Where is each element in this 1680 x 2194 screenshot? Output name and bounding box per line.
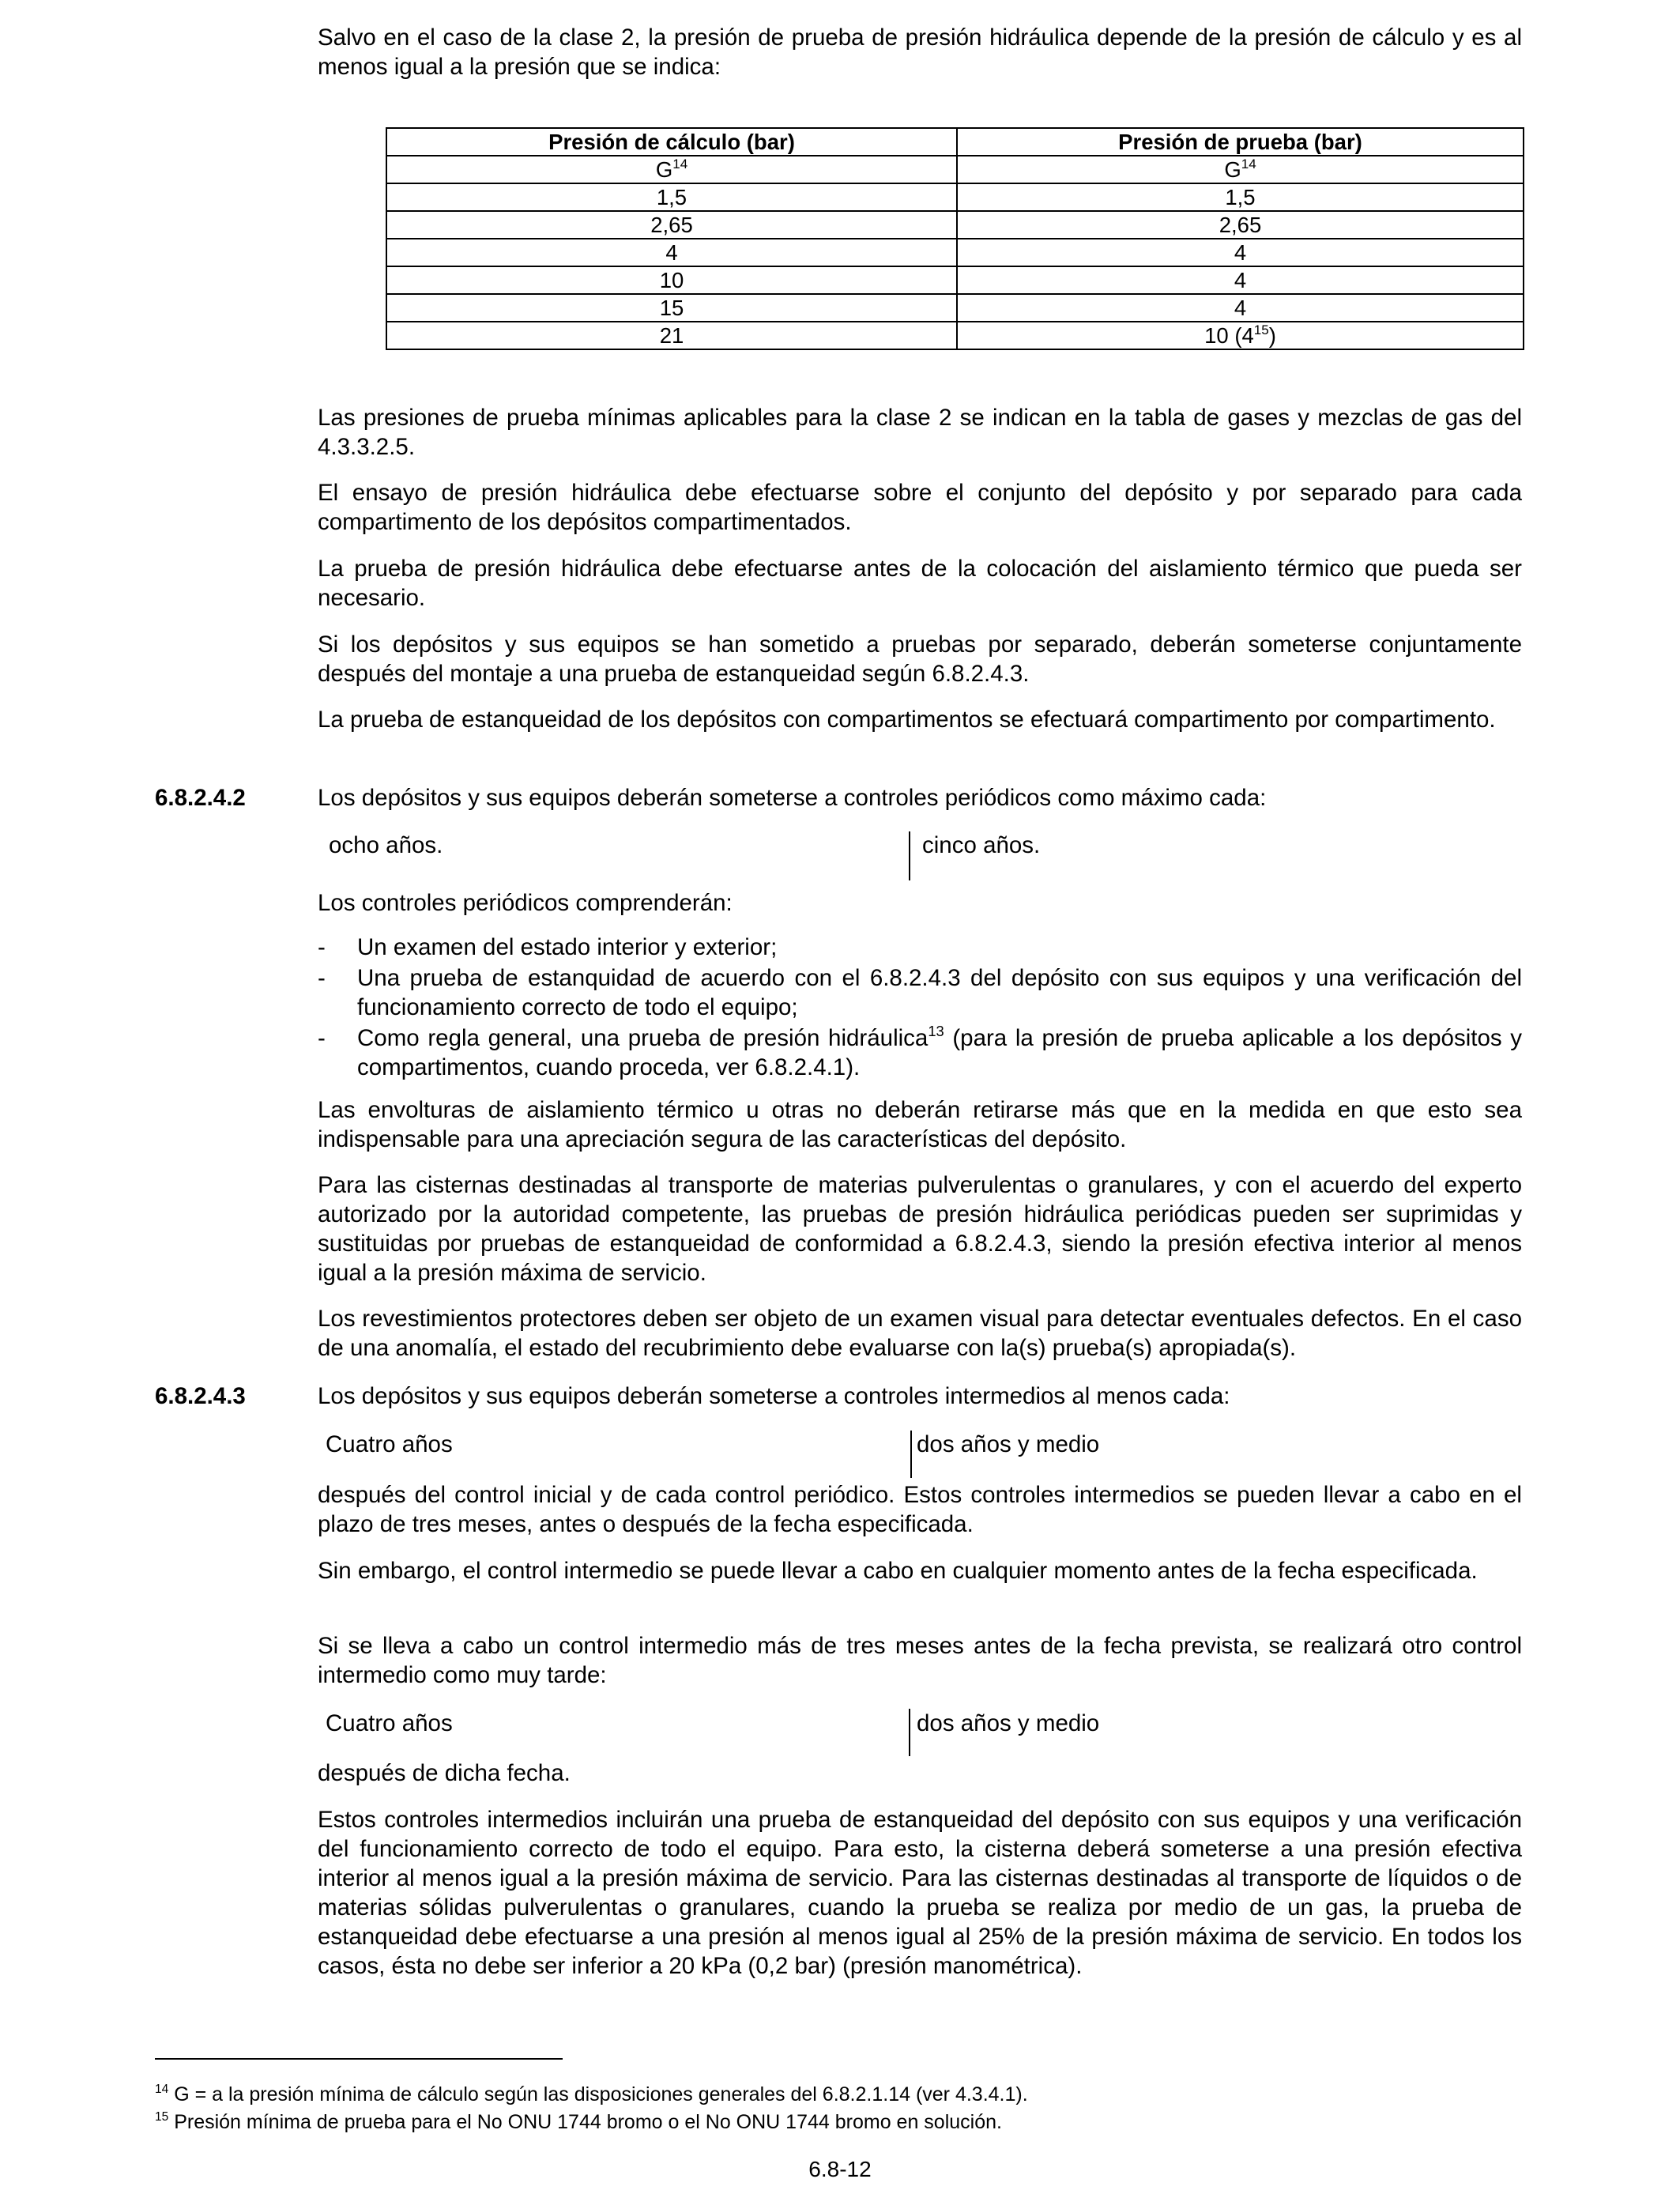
cell-calc-pressure: $G^{14}$: [386, 156, 957, 183]
cell-test-pressure: 4: [957, 266, 1524, 294]
option-left: ocho años.: [329, 832, 443, 858]
table-row: [386, 156, 1524, 183]
cell-calc-pressure: 4: [386, 239, 957, 266]
paragraph: Estos controles intermedios incluirán una prueba de estanqueidad del depósito con sus equipos y una verificación del funcionamiento correcto de todo el equipo. Para esto, la cisterna deberá someterse a una presión efectiva interior al menos igual a la presión máxima de servicio. Para las cisternas destinadas al transporte de líquidos o de materias sólidas pulverulentas o granulares, cuando la prueba se realiza por medio de un gas, la prueba de estanqueidad debe efectuarse a una presión al menos igual al 25% de la presión máxima de servicio. En todos los casos, ésta no debe ser inferior a 20 kPa (0,2 bar) (presión manométrica).: [318, 1807, 1522, 1979]
paragraph: El ensayo de presión hidráulica debe efectuarse sobre el conjunto del depósito y por separado para cada compartimento de los depósitos compartimentados.: [318, 480, 1522, 535]
cell-calc-pressure: 2,65: [386, 211, 957, 239]
paragraph: Si se lleva a cabo un control intermedio más de tres meses antes de la fecha prevista, se realizará otro control intermedio como muy tarde:: [318, 1633, 1522, 1688]
option-divider: [909, 1709, 910, 1756]
table-row: [386, 322, 1524, 349]
option-divider: [909, 831, 910, 880]
option-left: Cuatro años: [326, 1710, 453, 1736]
table-row: [386, 183, 1524, 211]
cell-test-pressure: $G^{14}$: [957, 156, 1524, 183]
list-item: - Una prueba de estanquidad de acuerdo con el 6.8.2.4.3 del depósito con sus equipos y una verificación del funcionamiento correcto de todo el equipo;: [318, 965, 1522, 1020]
section-heading: Los depósitos y sus equipos deberán someterse a controles intermedios al menos cada:: [318, 1383, 1230, 1409]
paragraph: Las envolturas de aislamiento térmico u otras no deberán retirarse más que en la medida en que esto sea indispensable para una apreciación segura de las características del depósito.: [318, 1097, 1522, 1152]
list-item: - Como regla general, una prueba de presión hidráulica$^{13}$ (para la presión de prueba aplicable a los depósitos y compartimentos, cuando proceda, ver 6.8.2.4.1).: [318, 1023, 1522, 1080]
table-row: [386, 211, 1524, 239]
list-item: - Un examen del estado interior y exterior;: [318, 934, 778, 960]
cell-calc-pressure: 15: [386, 294, 957, 322]
cell-test-pressure: 4: [957, 294, 1524, 322]
table-header-row: [386, 128, 1524, 156]
option-left: Cuatro años: [326, 1431, 453, 1457]
table-row: [386, 239, 1524, 266]
cell-test-pressure: 10 $(4^{15})$: [957, 322, 1524, 349]
option-divider: [910, 1431, 912, 1478]
table-row: [386, 266, 1524, 294]
cell-calc-pressure: 10: [386, 266, 957, 294]
table-row: [386, 294, 1524, 322]
paragraph: después del control inicial y de cada control periódico. Estos controles intermedios se pueden llevar a cabo en el plazo de tres meses, antes o después de la fecha especificada.: [318, 1482, 1522, 1537]
pressure-table: [386, 127, 1524, 350]
cell-calc-pressure: 1,5: [386, 183, 957, 211]
paragraph: Para las cisternas destinadas al transporte de materias pulverulentas o granulares, y con el acuerdo del experto autorizado por la autoridad competente, las pruebas de presión hidráulica periódicas pueden ser suprimidas y sustituidas por pruebas de estanqueidad de conformidad a 6.8.2.4.3, siendo la presión efectiva interior al menos igual a la presión máxima de servicio.: [318, 1172, 1522, 1286]
footnote-ref: 13: [928, 1023, 944, 1040]
periodic-controls-list: [318, 933, 1522, 1084]
section-number: 6.8.2.4.3: [155, 1383, 246, 1409]
table-header-test: Presión de prueba (bar): [957, 128, 1524, 156]
footnote: $^{14}$ G = a la presión mínima de cálculo según las disposiciones generales del 6.8.2.1.14 (ver 4.3.4.1).: [155, 2082, 1028, 2105]
intro-paragraph: Salvo en el caso de la clase 2, la presión de prueba de presión hidráulica depende de la presión de cálculo y es al menos igual a la presión que se indica:: [318, 25, 1522, 80]
paragraph: La prueba de presión hidráulica debe efectuarse antes de la colocación del aislamiento térmico que pueda ser necesario.: [318, 556, 1522, 611]
paragraph: La prueba de estanqueidad de los depósitos con compartimentos se efectuará compartimento por compartimento.: [318, 707, 1496, 733]
cell-test-pressure: 2,65: [957, 211, 1524, 239]
page-number: 6.8-12: [808, 2157, 872, 2181]
option-right: dos años y medio: [917, 1431, 1100, 1457]
paragraph: Si los depósitos y sus equipos se han sometido a pruebas por separado, deberán someterse conjuntamente después del montaje a una prueba de estanqueidad según 6.8.2.4.3.: [318, 631, 1522, 687]
list-lead: Los controles periódicos comprenderán:: [318, 890, 733, 916]
paragraph: después de dicha fecha.: [318, 1760, 571, 1786]
paragraph: Los revestimientos protectores deben ser objeto de un examen visual para detectar eventuales defectos. En el caso de una anomalía, el estado del recubrimiento debe evaluarse con la(s) prueba(s) apropiada(s).: [318, 1306, 1522, 1361]
paragraph: Sin embargo, el control intermedio se puede llevar a cabo en cualquier momento antes de la fecha especificada.: [318, 1558, 1478, 1584]
option-right: dos años y medio: [917, 1710, 1100, 1736]
cell-test-pressure: 1,5: [957, 183, 1524, 211]
table-header-calc: Presión de cálculo (bar): [386, 128, 957, 156]
section-number: 6.8.2.4.2: [155, 785, 246, 811]
paragraph: Las presiones de prueba mínimas aplicables para la clase 2 se indican en la tabla de gases y mezclas de gas del 4.3.3.2.5.: [318, 405, 1522, 460]
cell-test-pressure: 4: [957, 239, 1524, 266]
option-right: cinco años.: [922, 832, 1041, 858]
footnote-rule: [155, 2058, 563, 2060]
footnote: $^{15}$ Presión mínima de prueba para el No ONU 1744 bromo o el No ONU 1744 bromo en solución.: [155, 2109, 1002, 2133]
section-heading: Los depósitos y sus equipos deberán someterse a controles periódicos como máximo cada:: [318, 785, 1267, 811]
cell-calc-pressure: 21: [386, 322, 957, 349]
